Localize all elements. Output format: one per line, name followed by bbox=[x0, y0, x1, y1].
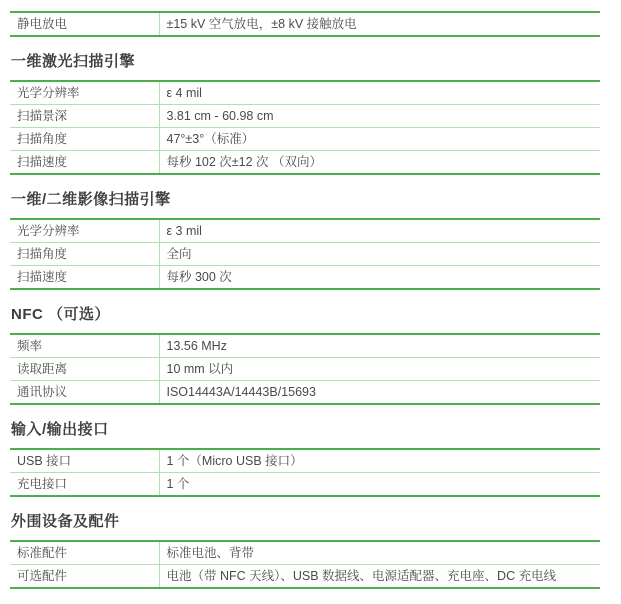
spec-table bbox=[10, 11, 600, 37]
spec-value: ε 4 mil bbox=[159, 81, 600, 105]
spec-row bbox=[10, 449, 600, 473]
spec-row bbox=[10, 12, 600, 36]
spec-label: 光学分辨率 bbox=[17, 86, 80, 100]
spec-value: 10 mm 以内 bbox=[159, 358, 600, 381]
spec-label: 静电放电 bbox=[17, 17, 68, 31]
spec-value: 电池（带 NFC 天线）、USB 数据线、电源适配器、充电座、DC 充电线 bbox=[159, 565, 600, 589]
spec-section bbox=[10, 192, 600, 290]
spec-row bbox=[10, 243, 600, 266]
spec-value: ±15 kV 空气放电，±8 kV 接触放电 bbox=[159, 12, 600, 36]
spec-table-body bbox=[10, 81, 600, 174]
spec-value: 13.56 MHz bbox=[159, 334, 600, 358]
spec-label: 扫描速度 bbox=[10, 266, 159, 290]
spec-row bbox=[10, 473, 600, 497]
spec-value: 3.81 cm - 60.98 cm bbox=[159, 105, 600, 128]
spec-label: 可选配件 bbox=[10, 565, 159, 589]
spec-label: 充电接口 bbox=[10, 473, 159, 497]
section-title: NFC （可选） bbox=[11, 306, 110, 323]
spec-row bbox=[10, 266, 600, 290]
spec-value: 每秒 300 次 bbox=[159, 266, 600, 290]
spec-row bbox=[10, 219, 600, 243]
spec-table bbox=[10, 218, 600, 290]
spec-section bbox=[10, 54, 600, 175]
section-title: 外围设备及配件 bbox=[11, 513, 120, 530]
spec-label: USB 接口 bbox=[17, 454, 72, 468]
spec-row bbox=[10, 81, 600, 105]
spec-value: 全向 bbox=[159, 243, 600, 266]
spec-row bbox=[10, 151, 600, 175]
spec-value: 标准电池、背带 bbox=[159, 541, 600, 565]
spec-value: 每秒 102 次±12 次 （双向） bbox=[159, 151, 600, 175]
spec-table-body bbox=[10, 334, 600, 404]
spec-section bbox=[10, 307, 600, 405]
section-title: 一维激光扫描引擎 bbox=[11, 53, 136, 70]
spec-label: 标准配件 bbox=[17, 546, 68, 560]
spec-row bbox=[10, 128, 600, 151]
spec-label: 通讯协议 bbox=[10, 381, 159, 405]
spec-label: 扫描角度 bbox=[10, 128, 159, 151]
spec-label: 扫描速度 bbox=[10, 151, 159, 175]
spec-table bbox=[10, 333, 600, 405]
spec-table-body bbox=[10, 449, 600, 496]
spec-row bbox=[10, 381, 600, 405]
spec-section bbox=[10, 422, 600, 497]
spec-row bbox=[10, 358, 600, 381]
spec-value: ISO14443A/14443B/15693 bbox=[159, 381, 600, 405]
spec-section bbox=[10, 514, 600, 589]
spec-table bbox=[10, 448, 600, 497]
section-title: 输入/输出接口 bbox=[11, 421, 109, 438]
spec-table-body bbox=[10, 12, 600, 36]
spec-value: ε 3 mil bbox=[159, 219, 600, 243]
spec-label: 扫描角度 bbox=[10, 243, 159, 266]
spec-sections-container bbox=[10, 11, 600, 589]
spec-row bbox=[10, 334, 600, 358]
spec-value: 47°±3°（标准） bbox=[159, 128, 600, 151]
section-title: 一维/二维影像扫描引擎 bbox=[11, 191, 171, 208]
spec-value: 1 个 bbox=[159, 473, 600, 497]
spec-table bbox=[10, 80, 600, 175]
spec-label: 频率 bbox=[17, 339, 43, 353]
spec-row bbox=[10, 565, 600, 589]
spec-section bbox=[10, 11, 600, 37]
spec-label: 光学分辨率 bbox=[17, 224, 80, 238]
spec-table-body bbox=[10, 219, 600, 289]
spec-row bbox=[10, 105, 600, 128]
spec-table bbox=[10, 540, 600, 589]
spec-row bbox=[10, 541, 600, 565]
spec-value: 1 个（Micro USB 接口） bbox=[159, 449, 600, 473]
spec-table-body bbox=[10, 541, 600, 588]
spec-label: 读取距离 bbox=[10, 358, 159, 381]
spec-label: 扫描景深 bbox=[10, 105, 159, 128]
